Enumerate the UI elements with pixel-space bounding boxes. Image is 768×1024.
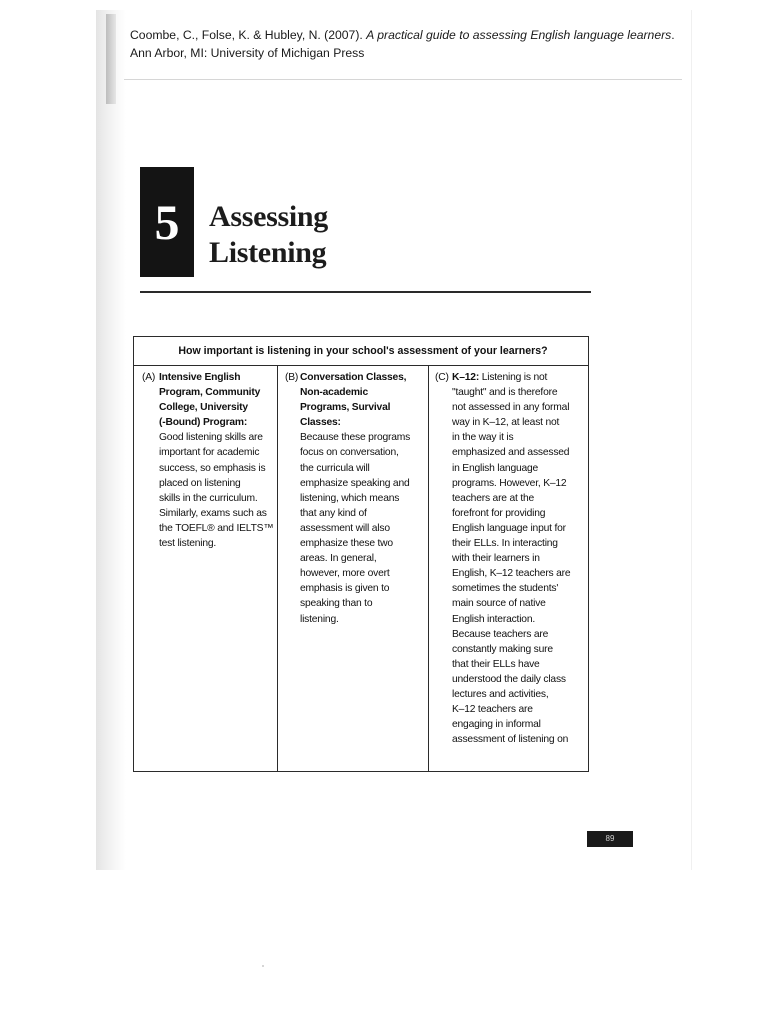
column-heading-line: Program, Community xyxy=(159,387,261,399)
column-marker: (C) xyxy=(435,372,449,383)
citation xyxy=(130,26,686,62)
column-body-line: Similarly, exams such as xyxy=(159,507,267,519)
column-body-line: listening. xyxy=(300,613,339,625)
column-body-line: emphasized and assessed xyxy=(452,447,570,459)
column-body-line: English, K–12 teachers are xyxy=(452,568,571,580)
column-body-line: Because teachers are xyxy=(452,628,549,640)
table-body xyxy=(134,366,588,771)
column-heading-line: Conversation Classes, xyxy=(300,372,407,383)
chapter-divider xyxy=(140,291,591,293)
column-body-line: the TOEFL® and IELTS™ xyxy=(159,522,274,534)
citation-authors: Coombe, C., Folse, K. & Hubley, N. (2007). xyxy=(130,28,367,42)
column-body-line: programs. However, K–12 xyxy=(452,477,567,489)
table-heading: How important is listening in your school's assessment of your learners? xyxy=(134,337,588,366)
scan-speck xyxy=(262,965,264,967)
column-body-line: in English language xyxy=(452,462,539,474)
column-body-line: main source of native xyxy=(452,598,546,610)
scan-shadow-dark xyxy=(106,14,116,104)
column-body-line: speaking than to xyxy=(300,598,373,610)
column-body-line: forefront for providing xyxy=(452,507,546,519)
column-heading-line: Non-academic xyxy=(300,387,368,399)
table-column-a xyxy=(134,366,278,771)
citation-publisher: . Ann Arbor, MI: University of Michigan Press xyxy=(130,28,675,60)
column-body-line: emphasis is given to xyxy=(300,583,390,595)
column-body-line: sometimes the students' xyxy=(452,583,559,595)
column-heading-line: Intensive English xyxy=(159,372,241,383)
column-body-line: Because these programs xyxy=(300,432,411,444)
chapter-title-line-1: Assessing xyxy=(209,200,328,233)
column-heading-line: Programs, Survival xyxy=(300,402,391,414)
column-body-line: English interaction. xyxy=(452,613,536,625)
column-body-line: with their learners in xyxy=(452,553,540,565)
column-body-inline: Listening is not xyxy=(479,372,548,383)
citation-book-title: A practical guide to assessing English language learners xyxy=(366,28,672,42)
column-body-line: that their ELLs have xyxy=(452,658,540,670)
column-body-line: their ELLs. In interacting xyxy=(452,538,558,550)
column-heading-line: (-Bound) Program: xyxy=(159,417,248,429)
column-body-line: teachers are at the xyxy=(452,492,535,504)
column-body-line: that any kind of xyxy=(300,507,367,519)
chapter-number-box xyxy=(140,167,194,277)
column-heading-line: Classes: xyxy=(300,417,341,429)
chapter-number: 5 xyxy=(154,194,180,250)
column-body-line: English language input for xyxy=(452,522,566,534)
column-body-line: success, so emphasis is xyxy=(159,462,266,474)
column-heading-inline: K–12: xyxy=(452,372,480,383)
citation-divider xyxy=(124,79,682,80)
assessment-table xyxy=(133,336,589,772)
column-body-line: assessment will also xyxy=(300,522,390,534)
column-body-line: understood the daily class xyxy=(452,673,566,685)
column-body-line: skills in the curriculum. xyxy=(159,492,258,504)
column-body-line: constantly making sure xyxy=(452,643,553,655)
chapter-title xyxy=(209,199,328,271)
column-body-line: emphasize speaking and xyxy=(300,477,410,489)
column-body-line: Good listening skills are xyxy=(159,432,263,444)
column-body-line: lectures and activities, xyxy=(452,688,549,700)
column-body-line: not assessed in any formal xyxy=(452,402,570,414)
column-body-line: in the way it is xyxy=(452,432,514,444)
column-body-line: however, more overt xyxy=(300,568,390,580)
column-body-line: important for academic xyxy=(159,447,260,459)
chapter-title-line-2: Listening xyxy=(209,236,327,269)
column-body-line: areas. In general, xyxy=(300,553,377,565)
column-body-line: listening, which means xyxy=(300,492,400,504)
column-marker: (A) xyxy=(142,372,156,383)
column-body-line: K–12 teachers are xyxy=(452,704,533,716)
table-column-c xyxy=(429,366,588,771)
column-body-line: emphasize these two xyxy=(300,538,393,550)
column-body-line: test listening. xyxy=(159,538,217,550)
column-body-line: the curricula will xyxy=(300,462,370,474)
column-body-line: assessment of listening on xyxy=(452,734,569,746)
column-body-line: placed on listening xyxy=(159,477,241,489)
column-marker: (B) xyxy=(285,372,299,383)
column-body-line: way in K–12, at least not xyxy=(452,417,560,429)
column-body-line: "taught" and is therefore xyxy=(452,387,558,399)
page-number: 89 xyxy=(587,831,633,847)
column-body-line: focus on conversation, xyxy=(300,447,399,459)
table-column-b xyxy=(278,366,429,771)
column-heading-line: College, University xyxy=(159,402,248,414)
column-body-line: engaging in informal xyxy=(452,719,541,731)
